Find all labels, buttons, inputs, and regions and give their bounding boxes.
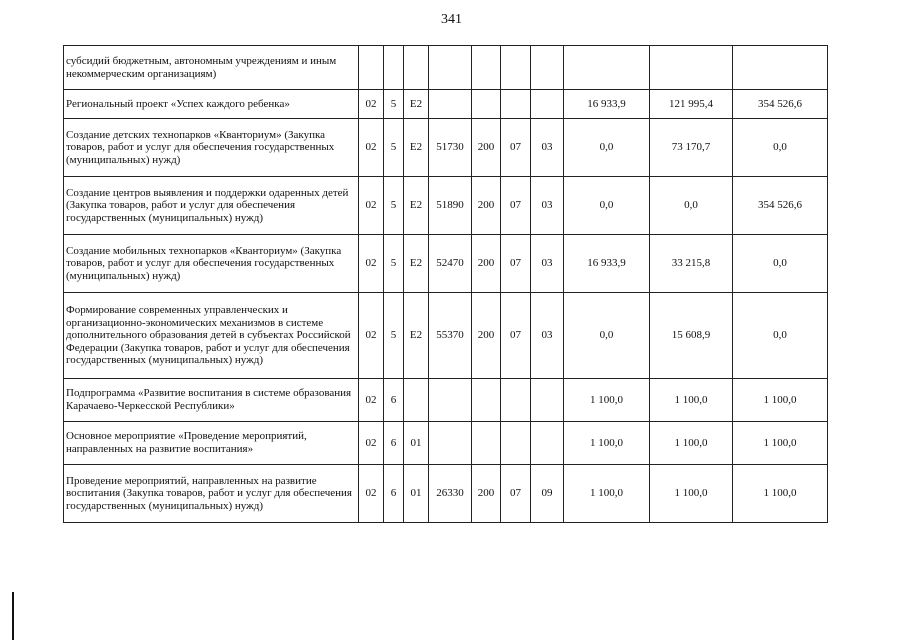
code-subsection: 03 (531, 293, 564, 379)
code-ministry: 02 (359, 90, 384, 119)
amount-year-1: 1 100,0 (564, 422, 650, 465)
amount-year-2: 121 995,4 (650, 90, 733, 119)
code-subsection (531, 379, 564, 422)
code-direction (429, 90, 472, 119)
code-event: E2 (404, 119, 429, 177)
code-event: E2 (404, 235, 429, 293)
code-direction (429, 46, 472, 90)
code-section (501, 90, 531, 119)
row-name: Создание детских технопарков «Кванториум» (Закупка товаров, работ и услуг для обеспечения государственных (муниципальных) нужд) (64, 119, 359, 177)
code-subsection: 03 (531, 235, 564, 293)
code-event: E2 (404, 177, 429, 235)
code-expense-type (472, 379, 501, 422)
code-section (501, 46, 531, 90)
code-section: 07 (501, 235, 531, 293)
code-expense-type: 200 (472, 119, 501, 177)
code-subsection: 03 (531, 119, 564, 177)
code-direction (429, 422, 472, 465)
amount-year-1: 0,0 (564, 177, 650, 235)
code-event: 01 (404, 422, 429, 465)
code-section (501, 422, 531, 465)
code-ministry: 02 (359, 119, 384, 177)
table-row (64, 422, 828, 465)
code-subprogram (384, 46, 404, 90)
amount-year-2: 1 100,0 (650, 379, 733, 422)
code-expense-type: 200 (472, 177, 501, 235)
code-subprogram: 5 (384, 119, 404, 177)
row-name: субсидий бюджетным, автономным учреждениям и иным некоммерческим организациям) (64, 46, 359, 90)
amount-year-3: 354 526,6 (733, 177, 828, 235)
code-subsection: 09 (531, 465, 564, 523)
code-ministry: 02 (359, 465, 384, 523)
amount-year-3: 1 100,0 (733, 422, 828, 465)
code-direction: 51730 (429, 119, 472, 177)
code-expense-type (472, 90, 501, 119)
table-row (64, 293, 828, 379)
amount-year-2: 1 100,0 (650, 422, 733, 465)
code-expense-type (472, 422, 501, 465)
code-subprogram: 6 (384, 465, 404, 523)
code-event (404, 379, 429, 422)
code-event: E2 (404, 90, 429, 119)
row-name: Проведение мероприятий, направленных на развитие воспитания (Закупка товаров, работ и услуг для обеспечения государственных (муниципальных) нужд) (64, 465, 359, 523)
code-event: E2 (404, 293, 429, 379)
row-name: Подпрограмма «Развитие воспитания в системе образования Карачаево-Черкесской Республики» (64, 379, 359, 422)
code-section: 07 (501, 465, 531, 523)
amount-year-2: 73 170,7 (650, 119, 733, 177)
amount-year-3: 0,0 (733, 235, 828, 293)
budget-table (63, 45, 828, 523)
code-direction: 55370 (429, 293, 472, 379)
table-row (64, 379, 828, 422)
table-row (64, 46, 828, 90)
code-subsection (531, 90, 564, 119)
code-ministry: 02 (359, 235, 384, 293)
code-subsection (531, 422, 564, 465)
code-subprogram: 5 (384, 177, 404, 235)
code-expense-type: 200 (472, 293, 501, 379)
amount-year-3: 0,0 (733, 119, 828, 177)
row-name: Региональный проект «Успех каждого ребенка» (64, 90, 359, 119)
amount-year-3: 1 100,0 (733, 379, 828, 422)
code-ministry: 02 (359, 293, 384, 379)
amount-year-2 (650, 46, 733, 90)
code-expense-type: 200 (472, 465, 501, 523)
amount-year-1 (564, 46, 650, 90)
table-row (64, 119, 828, 177)
amount-year-1: 1 100,0 (564, 379, 650, 422)
amount-year-1: 16 933,9 (564, 235, 650, 293)
code-expense-type: 200 (472, 235, 501, 293)
amount-year-1: 16 933,9 (564, 90, 650, 119)
code-ministry: 02 (359, 422, 384, 465)
code-direction: 26330 (429, 465, 472, 523)
amount-year-3: 1 100,0 (733, 465, 828, 523)
code-subprogram: 6 (384, 379, 404, 422)
code-subprogram: 6 (384, 422, 404, 465)
code-subprogram: 5 (384, 90, 404, 119)
code-section: 07 (501, 293, 531, 379)
amount-year-2: 1 100,0 (650, 465, 733, 523)
code-expense-type (472, 46, 501, 90)
row-name: Формирование современных управленческих и организационно-экономических механизмов в системе дополнительного образования детей в субъектах Российской Федерации (Закупка товаров, работ и услуг для обеспечения государственных (муниципальных) нужд) (64, 293, 359, 379)
table-row (64, 465, 828, 523)
amount-year-2: 0,0 (650, 177, 733, 235)
table-row (64, 235, 828, 293)
code-subprogram: 5 (384, 293, 404, 379)
amount-year-3 (733, 46, 828, 90)
code-section: 07 (501, 119, 531, 177)
page-number: 341 (441, 12, 462, 27)
amount-year-1: 0,0 (564, 293, 650, 379)
row-name: Создание центров выявления и поддержки одаренных детей (Закупка товаров, работ и услуг для обеспечения государственных (муниципальных) нужд) (64, 177, 359, 235)
code-section (501, 379, 531, 422)
code-subprogram: 5 (384, 235, 404, 293)
code-direction: 52470 (429, 235, 472, 293)
code-section: 07 (501, 177, 531, 235)
amount-year-2: 15 608,9 (650, 293, 733, 379)
row-name: Основное мероприятие «Проведение мероприятий, направленных на развитие воспитания» (64, 422, 359, 465)
amount-year-2: 33 215,8 (650, 235, 733, 293)
code-ministry: 02 (359, 177, 384, 235)
code-event: 01 (404, 465, 429, 523)
amount-year-1: 1 100,0 (564, 465, 650, 523)
code-ministry: 02 (359, 379, 384, 422)
table-row (64, 90, 828, 119)
code-subsection: 03 (531, 177, 564, 235)
amount-year-3: 0,0 (733, 293, 828, 379)
amount-year-1: 0,0 (564, 119, 650, 177)
amount-year-3: 354 526,6 (733, 90, 828, 119)
code-subsection (531, 46, 564, 90)
code-direction: 51890 (429, 177, 472, 235)
code-ministry (359, 46, 384, 90)
row-name: Создание мобильных технопарков «Кванториум» (Закупка товаров, работ и услуг для обеспечения государственных (муниципальных) нужд) (64, 235, 359, 293)
code-event (404, 46, 429, 90)
table-row (64, 177, 828, 235)
code-direction (429, 379, 472, 422)
scan-edge-mark (12, 592, 14, 640)
